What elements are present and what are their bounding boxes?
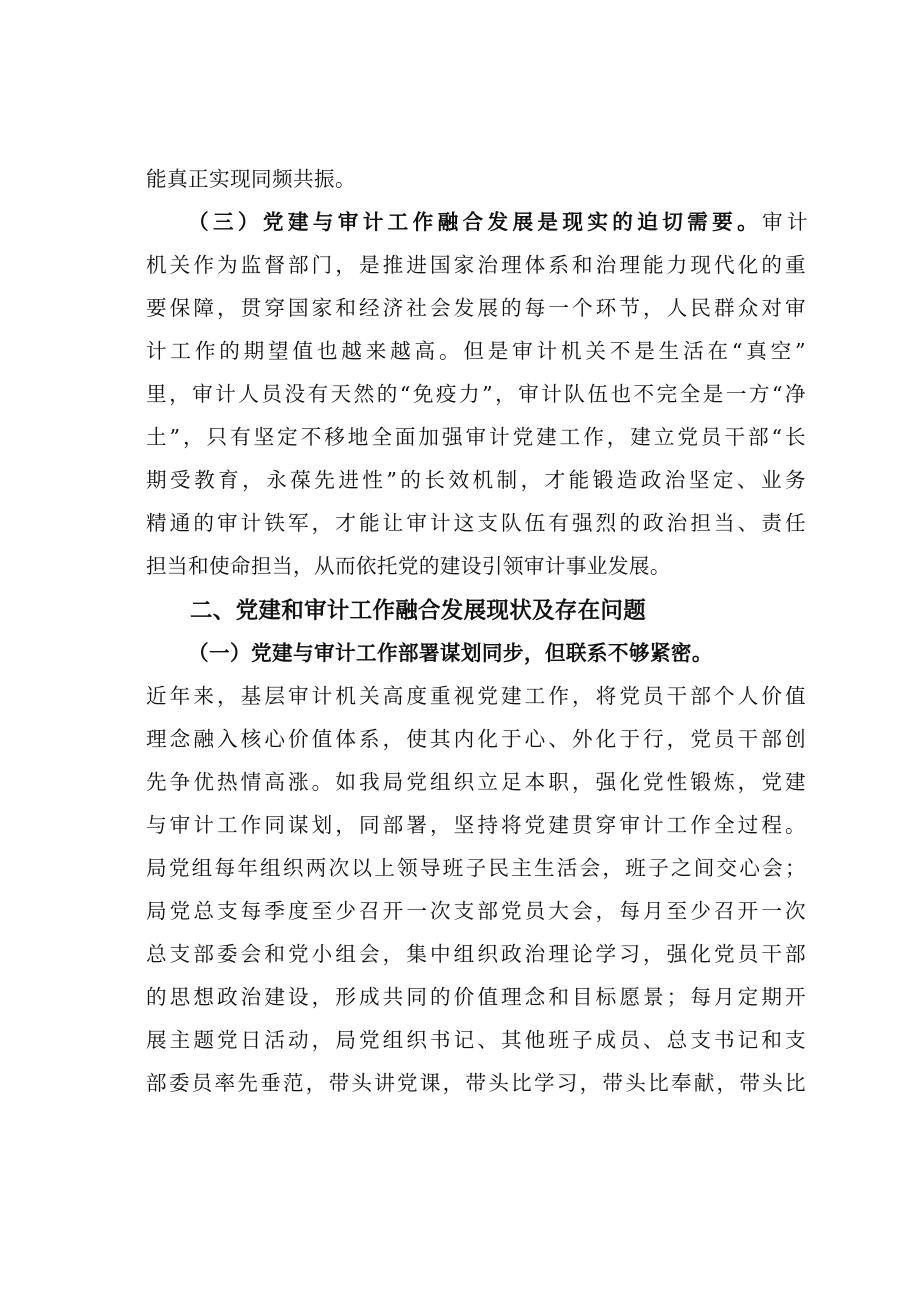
paragraph-line — [146, 674, 806, 718]
paragraph-line — [146, 760, 806, 804]
line-text: 能真正实现同频共振。 — [146, 167, 356, 191]
paragraph-line — [146, 372, 806, 416]
line-text: 局党组每年组织两次以上领导班子民主生活会，班子之间交心会； — [146, 856, 806, 880]
paragraph-line — [146, 846, 806, 890]
line-text: 总支部委会和党小组会，集中组织政治理论学习，强化党员干部 — [146, 942, 806, 966]
paragraph-line — [146, 717, 806, 761]
paragraph-line — [146, 243, 806, 287]
paragraph-line — [146, 501, 806, 545]
subheading-line — [188, 200, 808, 244]
line-text: 计工作的期望值也越来越高。但是审计机关不是生活在“真空” — [146, 339, 806, 363]
section-heading — [190, 589, 750, 633]
paragraph-line — [146, 157, 806, 201]
paragraph-line — [146, 889, 806, 933]
line-text: 展主题党日活动，局党组织书记、其他班子成员、总支书记和支 — [146, 1028, 806, 1052]
paragraph-line — [146, 544, 806, 588]
paragraph-line — [146, 415, 806, 459]
paragraph-line — [146, 1018, 806, 1062]
line-text: 理念融入核心价值体系，使其内化于心、外化于行，党员干部创 — [146, 727, 806, 751]
line-text: 里，审计人员没有天然的“免疫力”，审计队伍也不完全是一方“净 — [146, 382, 806, 406]
line-text: 期受教育，永葆先进性”的长效机制，才能锻造政治坚定、业务 — [146, 468, 806, 492]
subheading-text: （一）党建与审计工作部署谋划同步，但联系不够紧密。 — [188, 641, 713, 665]
paragraph-line — [146, 803, 806, 847]
paragraph-line — [146, 1061, 806, 1105]
subheading-line — [188, 631, 808, 675]
paragraph-line — [146, 932, 806, 976]
line-text: 审计 — [762, 210, 808, 234]
line-text: 近年来，基层审计机关高度重视党建工作，将党员干部个人价值 — [146, 684, 806, 708]
line-text: 的思想政治建设，形成共同的价值理念和目标愿景；每月定期开 — [146, 985, 806, 1009]
line-text: 部委员率先垂范，带头讲党课，带头比学习，带头比奉献，带头比 — [146, 1071, 806, 1095]
paragraph-line — [146, 329, 806, 373]
paragraph-line — [146, 975, 806, 1019]
section-heading-text: 二、党建和审计工作融合发展现状及存在问题 — [190, 598, 647, 624]
subheading-text: （三）党建与审计工作融合发展是现实的迫切需要。 — [188, 210, 763, 234]
line-text: 精通的审计铁军，才能让审计这支队伍有强烈的政治担当、责任 — [146, 511, 806, 535]
paragraph-line — [146, 458, 806, 502]
line-text: 要保障，贯穿国家和经济社会发展的每一个环节，人民群众对审 — [146, 296, 806, 320]
line-text: 先争优热情高涨。如我局党组织立足本职，强化党性锻炼，党建 — [146, 770, 806, 794]
line-text: 局党总支每季度至少召开一次支部党员大会，每月至少召开一次 — [146, 899, 806, 923]
line-text: 机关作为监督部门，是推进国家治理体系和治理能力现代化的重 — [146, 253, 806, 277]
line-text: 土”，只有坚定不移地全面加强审计党建工作，建立党员干部“长 — [146, 425, 806, 449]
paragraph-line — [146, 286, 806, 330]
line-text: 与审计工作同谋划，同部署，坚持将党建贯穿审计工作全过程。 — [146, 813, 806, 837]
line-text: 担当和使命担当，从而依托党的建设引领审计事业发展。 — [146, 554, 671, 578]
